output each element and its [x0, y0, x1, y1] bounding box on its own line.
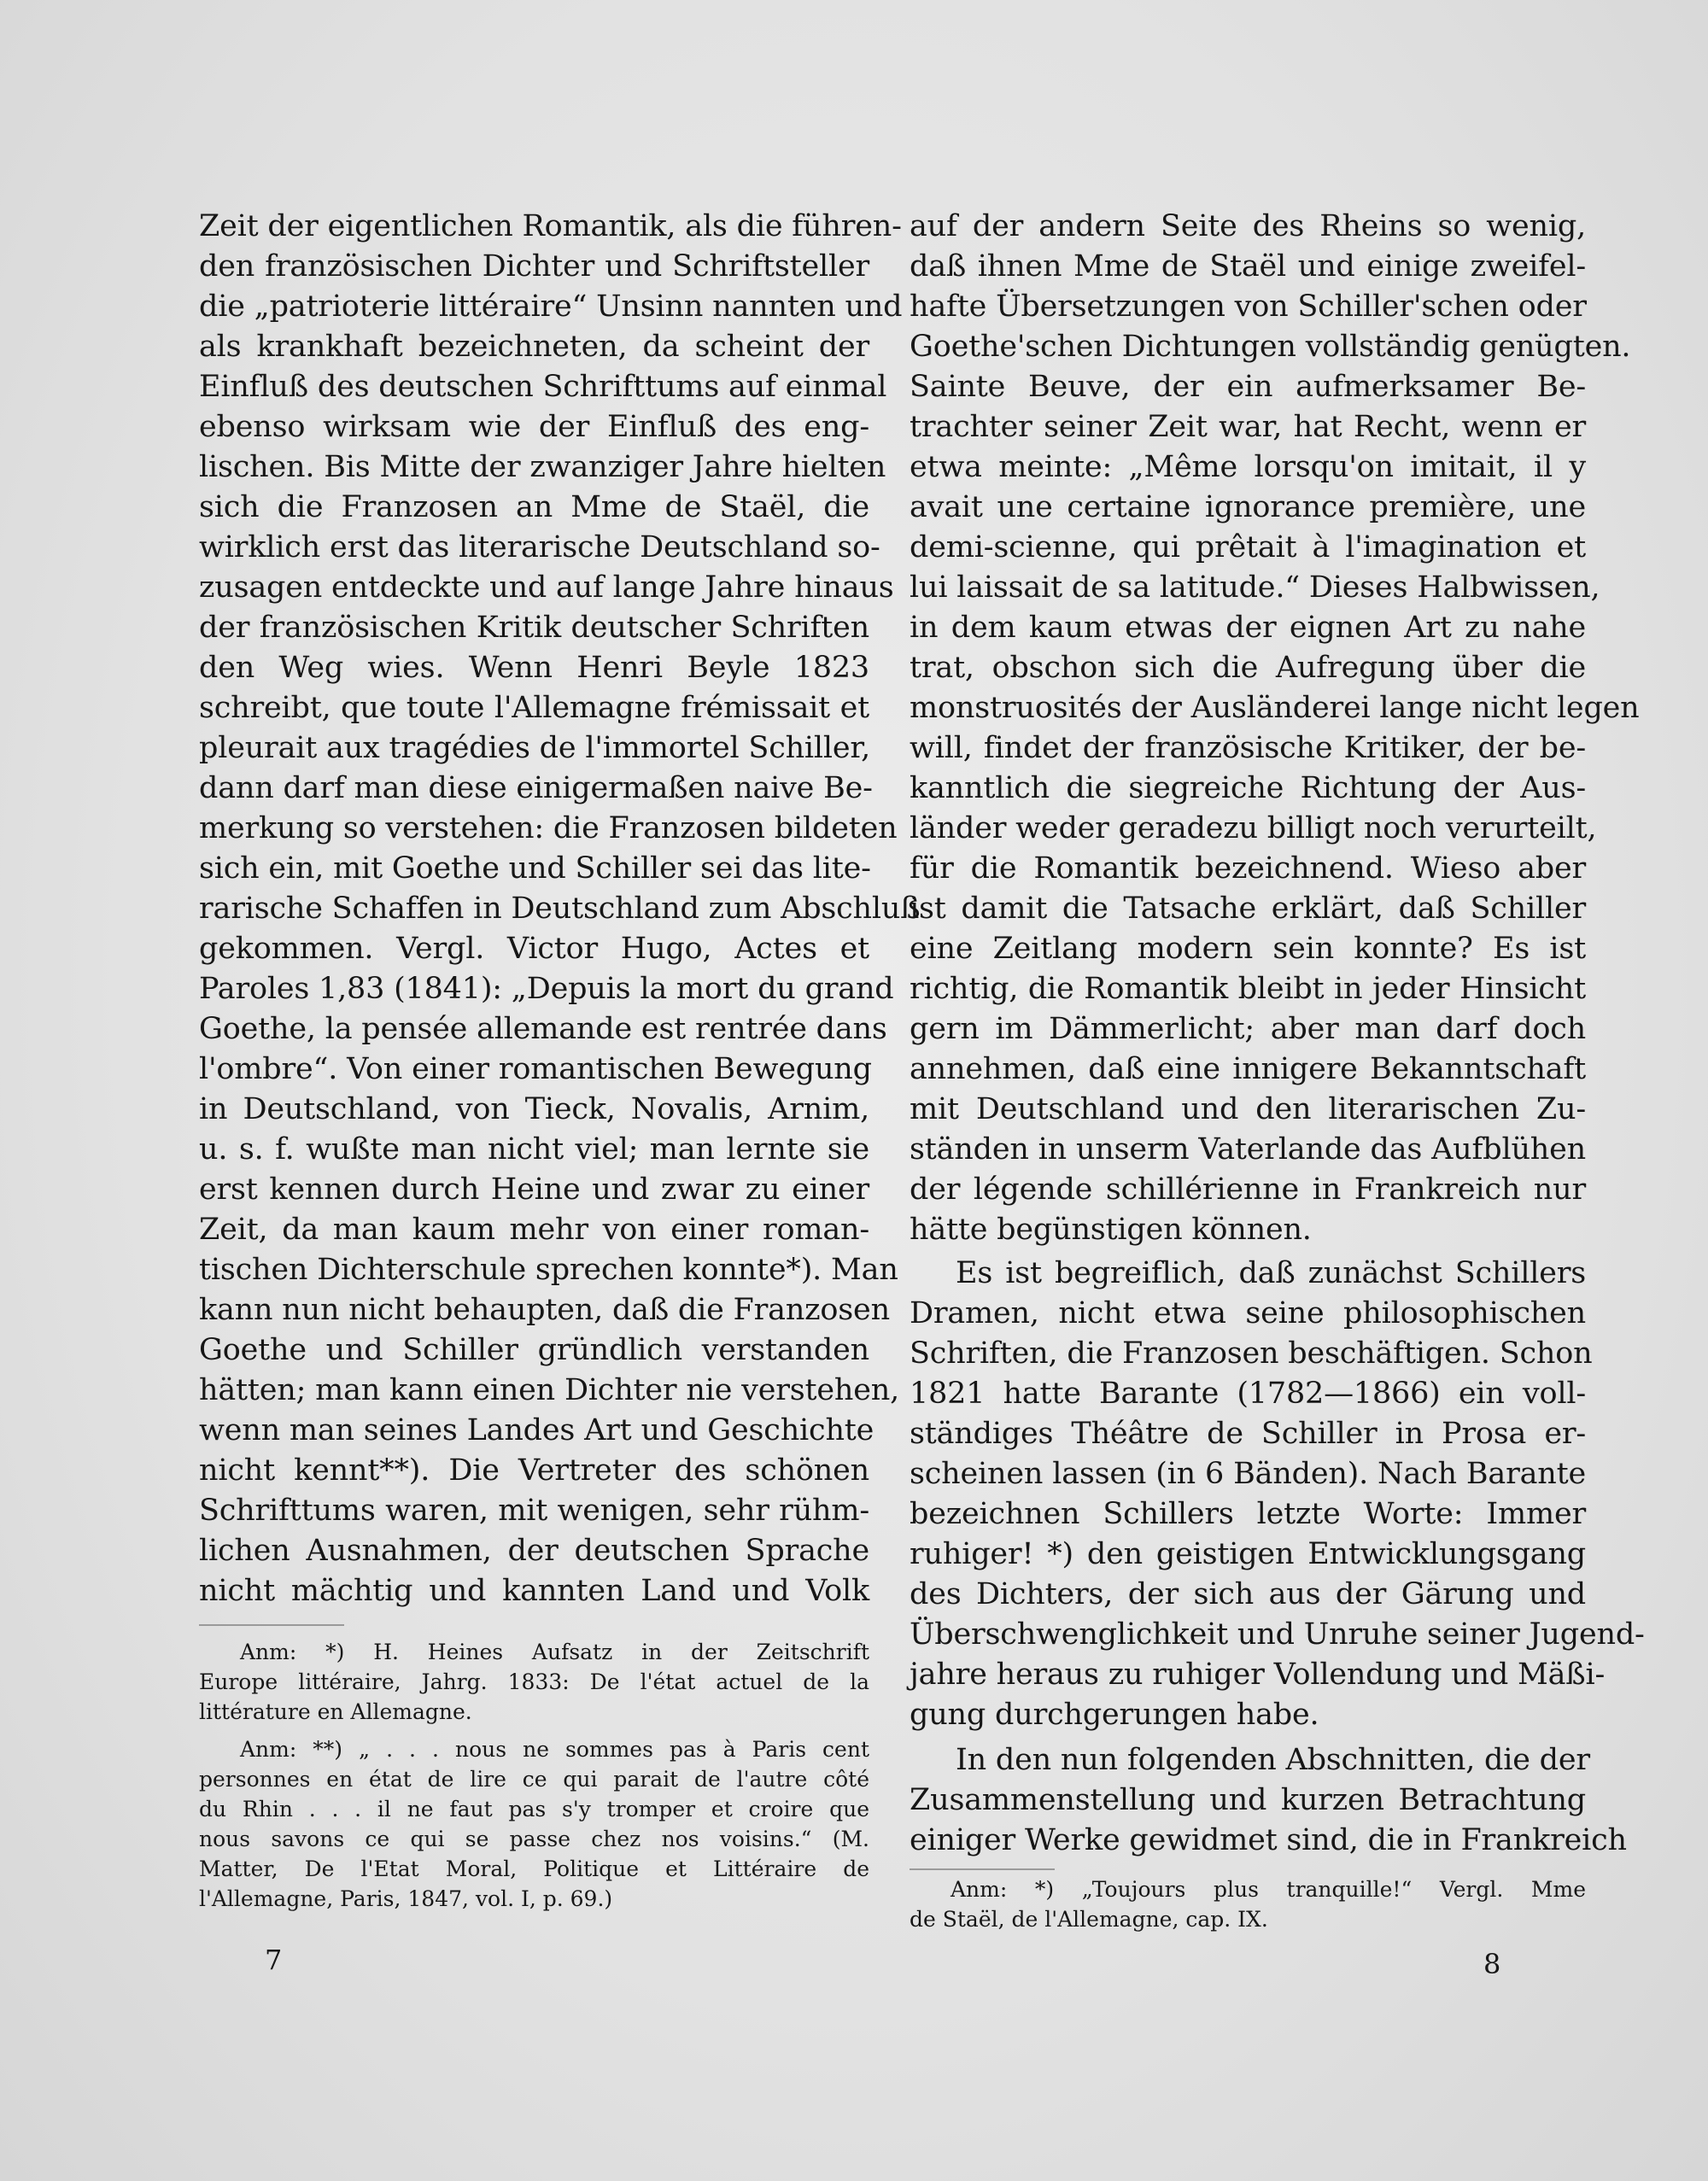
footnote-divider: [199, 1624, 344, 1626]
text-line: gekommen. Vergl. Victor Hugo, Actes et: [199, 932, 869, 966]
text-line: kann nun nicht behaupten, daß die Franzosen: [199, 1293, 890, 1327]
text-line: monstruosités der Ausländerei lange nicht legen: [910, 691, 1640, 725]
text-line: nicht mächtig und kannten Land und Volk: [199, 1574, 869, 1608]
text-line: Schriften, die Franzosen beschäftigen. Schon: [910, 1336, 1593, 1371]
text-line: schreibt, que toute l'Allemagne frémissait et: [199, 691, 869, 725]
text-line: den Weg wies. Wenn Henri Beyle 1823: [199, 651, 869, 685]
text-line: Sainte Beuve, der ein aufmerksamer Be-: [910, 370, 1586, 404]
text-line: u. s. f. wußte man nicht viel; man lernte sie: [199, 1132, 869, 1167]
text-line: avait une certaine ignorance première, une: [910, 490, 1586, 524]
footnote-line: nous savons ce qui se passe chez nos voisins.“ (M.: [199, 1827, 869, 1851]
footnote-divider: [910, 1868, 1055, 1870]
footnote-line: de Staël, de l'Allemagne, cap. IX.: [910, 1907, 1268, 1932]
text-line: ist damit die Tatsache erklärt, daß Schiller: [910, 892, 1586, 926]
text-line: wenn man seines Landes Art und Geschichte: [199, 1413, 874, 1447]
footnote-line: Matter, De l'Etat Moral, Politique et Littéraire de: [199, 1856, 869, 1881]
text-line: länder weder geradezu billigt noch verurteilt,: [910, 811, 1597, 845]
text-line: dann darf man diese einigermaßen naive Be-: [199, 771, 873, 805]
text-line: Es ist begreiflich, daß zunächst Schillers: [956, 1256, 1586, 1290]
text-line: ständen in unserm Vaterlande das Aufblühen: [910, 1132, 1586, 1167]
text-line: einiger Werke gewidmet sind, die in Frankreich: [910, 1823, 1627, 1857]
text-line: gern im Dämmerlicht; aber man darf doch: [910, 1012, 1586, 1046]
text-line: l'ombre“. Von einer romantischen Bewegung: [199, 1052, 872, 1086]
text-line: zusagen entdeckte und auf lange Jahre hinaus: [199, 570, 894, 605]
text-line: jahre heraus zu ruhiger Vollendung und Mäßi-: [910, 1658, 1606, 1692]
text-line: gung durchgerungen habe.: [910, 1698, 1319, 1732]
text-line: lischen. Bis Mitte der zwanziger Jahre hielten: [199, 450, 886, 484]
footnote-line: Anm: **) „ . . . nous ne sommes pas à Paris cent: [240, 1737, 869, 1762]
text-line: des Dichters, der sich aus der Gärung und: [910, 1577, 1586, 1611]
text-line: Paroles 1,83 (1841): „Depuis la mort du grand: [199, 972, 894, 1006]
text-line: der légende schillérienne in Frankreich nur: [910, 1172, 1586, 1207]
text-line: in Deutschland, von Tieck, Novalis, Arnim,: [199, 1092, 869, 1126]
text-line: sich die Franzosen an Mme de Staël, die: [199, 490, 869, 524]
footnote-line: l'Allemagne, Paris, 1847, vol. I, p. 69.): [199, 1886, 613, 1911]
text-line: Zeit der eigentlichen Romantik, als die führen-: [199, 209, 902, 243]
footnote-line: personnes en état de lire ce qui parait de l'autre côté: [199, 1767, 869, 1792]
text-line: Goethe, la pensée allemande est rentrée dans: [199, 1012, 887, 1046]
text-line: demi-scienne, qui prêtait à l'imagination et: [910, 530, 1586, 564]
text-line: Goethe und Schiller gründlich verstanden: [199, 1333, 869, 1367]
text-line: trat, obschon sich die Aufregung über die: [910, 651, 1586, 685]
text-line: ständiges Théâtre de Schiller in Prosa er-: [910, 1417, 1586, 1451]
text-line: bezeichnen Schillers letzte Worte: Immer: [910, 1497, 1586, 1531]
footnote-line: Anm: *) H. Heines Aufsatz in der Zeitschrift: [240, 1640, 869, 1664]
text-line: ruhiger! *) den geistigen Entwicklungsgang: [910, 1537, 1586, 1571]
page-number: 7: [265, 1944, 283, 1976]
text-line: auf der andern Seite des Rheins so wenig,: [910, 209, 1586, 243]
text-line: kanntlich die siegreiche Richtung der Aus-: [910, 771, 1586, 805]
text-line: hätten; man kann einen Dichter nie verstehen,: [199, 1373, 900, 1407]
text-line: Goethe'schen Dichtungen vollständig genügten.: [910, 330, 1631, 364]
text-line: rarische Schaffen in Deutschland zum Abschluß: [199, 892, 921, 926]
text-line: eine Zeitlang modern sein konnte? Es ist: [910, 932, 1586, 966]
text-line: Zeit, da man kaum mehr von einer roman-: [199, 1213, 869, 1247]
footnote-line: Europe littéraire, Jahrg. 1833: De l'état actuel de la: [199, 1669, 869, 1694]
text-line: als krankhaft bezeichneten, da scheint der: [199, 330, 869, 364]
text-line: der französischen Kritik deutscher Schriften: [199, 611, 869, 645]
text-line: trachter seiner Zeit war, hat Recht, wenn er: [910, 410, 1586, 444]
text-line: Schrifttums waren, mit wenigen, sehr rühm-: [199, 1494, 869, 1528]
text-line: richtig, die Romantik bleibt in jeder Hinsicht: [910, 972, 1586, 1006]
text-line: für die Romantik bezeichnend. Wieso aber: [910, 851, 1586, 886]
text-line: mit Deutschland und den literarischen Zu-: [910, 1092, 1586, 1126]
text-line: lichen Ausnahmen, der deutschen Sprache: [199, 1534, 869, 1568]
text-line: merkung so verstehen: die Franzosen bildeten: [199, 811, 898, 845]
text-line: pleurait aux tragédies de l'immortel Schiller,: [199, 731, 871, 765]
text-line: den französischen Dichter und Schriftsteller: [199, 249, 869, 284]
text-line: tischen Dichterschule sprechen konnte*). Man: [199, 1253, 898, 1287]
text-line: hafte Übersetzungen von Schiller'schen oder: [910, 289, 1587, 324]
text-line: etwa meinte: „Même lorsqu'on imitait, il y: [910, 450, 1586, 484]
footnote-line: Anm: *) „Toujours plus tranquille!“ Vergl. Mme: [951, 1877, 1586, 1902]
text-line: In den nun folgenden Abschnitten, die der: [956, 1743, 1590, 1777]
text-line: Zusammenstellung und kurzen Betrachtung: [910, 1783, 1586, 1817]
text-line: will, findet der französische Kritiker, der be-: [910, 731, 1586, 765]
text-line: wirklich erst das literarische Deutschland so-: [199, 530, 880, 564]
text-line: 1821 hatte Barante (1782—1866) ein voll-: [910, 1377, 1586, 1411]
text-line: erst kennen durch Heine und zwar zu einer: [199, 1172, 869, 1207]
text-line: nicht kennt**). Die Vertreter des schönen: [199, 1453, 869, 1488]
text-line: lui laissait de sa latitude.“ Dieses Halbwissen,: [910, 570, 1600, 605]
text-line: Überschwenglichkeit und Unruhe seiner Jugend-: [910, 1617, 1645, 1652]
text-line: die „patrioterie littéraire“ Unsinn nannten und: [199, 289, 903, 324]
text-line: daß ihnen Mme de Staël und einige zweifel-: [910, 249, 1586, 284]
footnote-line: du Rhin . . . il ne faut pas s'y tromper et croire que: [199, 1797, 869, 1821]
text-line: hätte begünstigen können.: [910, 1213, 1312, 1247]
text-line: annehmen, daß eine innigere Bekanntschaft: [910, 1052, 1586, 1086]
footnote-line: littérature en Allemagne.: [199, 1699, 472, 1724]
text-line: Dramen, nicht etwa seine philosophischen: [910, 1296, 1586, 1330]
text-line: Einfluß des deutschen Schrifttums auf einmal: [199, 370, 887, 404]
text-line: ebenso wirksam wie der Einfluß des eng-: [199, 410, 869, 444]
text-line: scheinen lassen (in 6 Bänden). Nach Barante: [910, 1457, 1586, 1491]
page-number: 8: [1483, 1948, 1501, 1980]
text-line: sich ein, mit Goethe und Schiller sei das lite-: [199, 851, 871, 886]
text-line: in dem kaum etwas der eignen Art zu nahe: [910, 611, 1586, 645]
